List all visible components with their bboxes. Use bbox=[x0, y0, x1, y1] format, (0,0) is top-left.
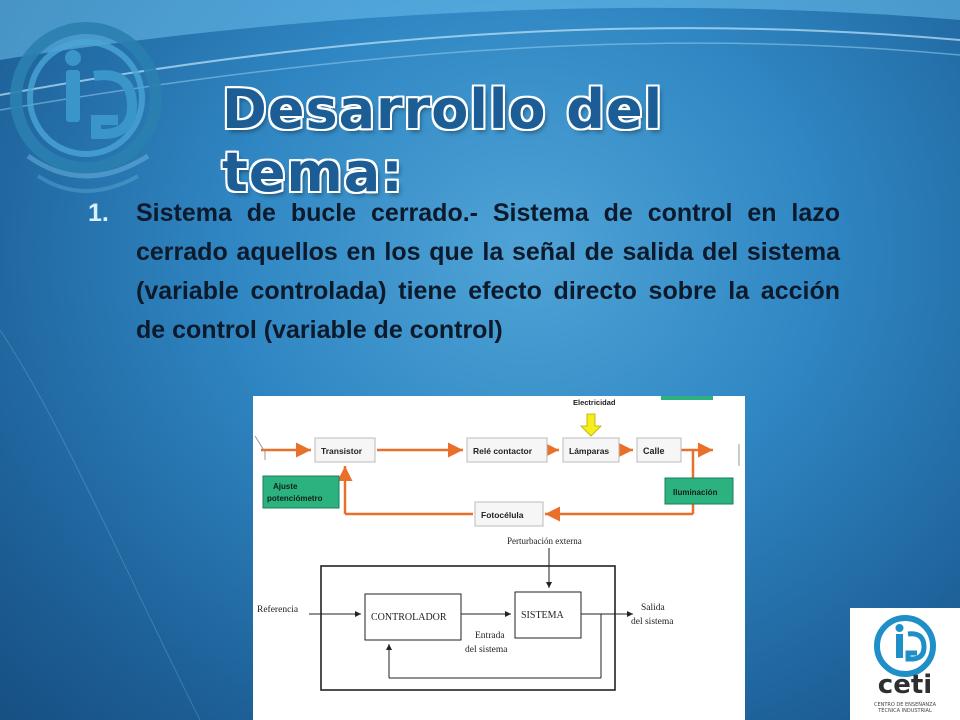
ceti-subtitle-line: CENTRO DE ENSEÑANZA bbox=[873, 702, 937, 708]
list-item-text: Sistema de bucle cerrado.- Sistema de control en lazo cerrado aquellos en los que la señal de salida del sistema (variable controlada) tiene efecto directo sobre la acción de control (variable de control) bbox=[136, 199, 840, 344]
topic-list bbox=[88, 194, 840, 350]
ajuste-box bbox=[263, 476, 339, 508]
perturbacion-label: Perturbación externa bbox=[507, 536, 582, 546]
transistor-label: Transistor bbox=[321, 446, 363, 456]
iluminacion-label: Iluminación bbox=[673, 488, 718, 497]
entrada-label: Entrada bbox=[475, 631, 505, 641]
entrada-label: del sistema bbox=[465, 645, 508, 655]
electricidad-label: Electricidad bbox=[573, 398, 616, 407]
control-diagram-image bbox=[253, 396, 745, 720]
ajuste-label: Ajuste bbox=[273, 482, 298, 491]
ceti-subtitle-line: TÉCNICA INDUSTRIAL bbox=[878, 708, 932, 714]
ajuste-label: potenciómetro bbox=[267, 494, 323, 503]
fotocelula-label: Fotocélula bbox=[481, 510, 524, 520]
list-item bbox=[88, 194, 840, 350]
rele-label: Relé contactor bbox=[473, 446, 533, 456]
calle-label: Calle bbox=[643, 446, 665, 456]
down-arrow-icon bbox=[581, 414, 601, 436]
referencia-label: Referencia bbox=[257, 605, 299, 615]
green-block-fragment bbox=[661, 396, 713, 400]
ceti-logo bbox=[850, 608, 960, 720]
controlador-label: CONTROLADOR bbox=[371, 612, 447, 623]
ceti-emblem-icon bbox=[850, 608, 960, 678]
ceti-wordmark: ceti bbox=[877, 670, 933, 700]
sistema-label: SISTEMA bbox=[521, 610, 564, 621]
bracket bbox=[255, 436, 265, 460]
salida-label: del sistema bbox=[631, 617, 674, 627]
ceti-subtitle bbox=[862, 702, 948, 714]
control-diagram-svg bbox=[253, 396, 745, 720]
list-item-number: 1. bbox=[88, 199, 109, 227]
salida-label: Salida bbox=[641, 603, 665, 613]
institution-logo-icon bbox=[8, 6, 168, 216]
lamparas-label: Lámparas bbox=[569, 446, 610, 456]
slide-title: Desarrollo del tema: bbox=[222, 78, 664, 204]
